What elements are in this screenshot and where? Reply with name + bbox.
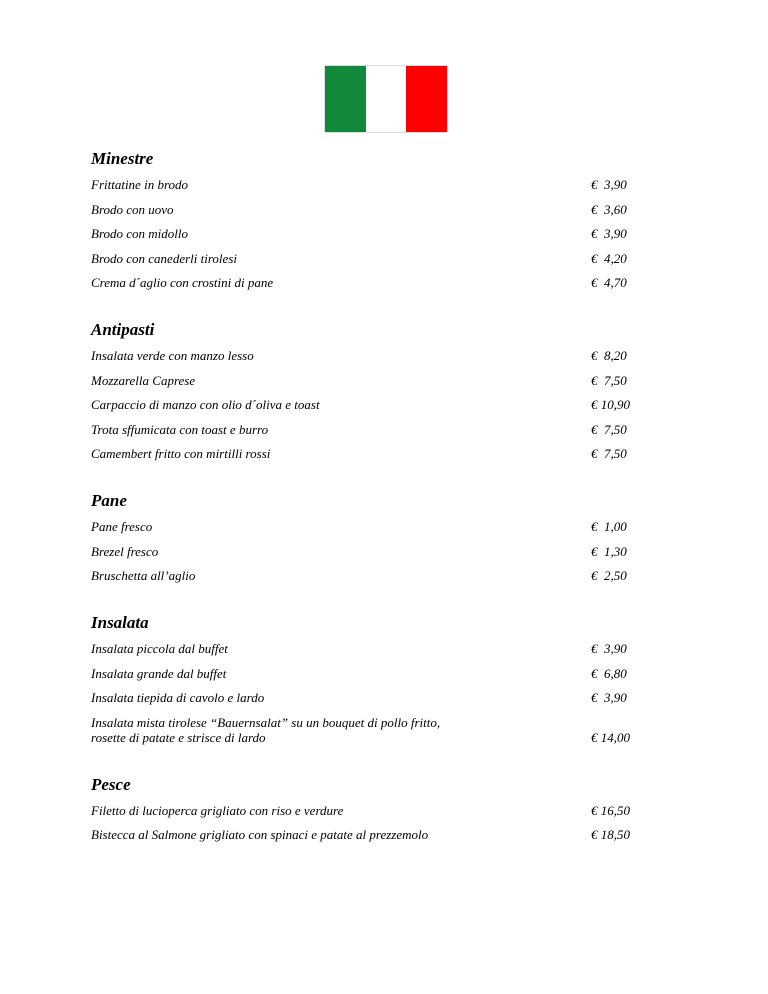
- menu-item: [91, 251, 651, 266]
- section-antipasti: [91, 319, 651, 461]
- item-name: Bruschetta all’aglio: [91, 568, 196, 583]
- item-price: € 8,20: [591, 348, 627, 363]
- section-minestre: [91, 148, 651, 290]
- menu-item: [91, 177, 651, 192]
- flag-band-white: [366, 66, 407, 132]
- menu-item: [91, 373, 651, 388]
- section-title: Antipasti: [91, 320, 155, 339]
- item-price: € 3,90: [591, 177, 627, 192]
- menu-item: [91, 202, 651, 217]
- item-name: Frittatine in brodo: [91, 177, 189, 192]
- item-price: € 3,90: [591, 641, 627, 656]
- menu-item: [91, 641, 651, 656]
- item-name: Camembert fritto con mirtilli rossi: [91, 446, 271, 461]
- item-name: Brodo con canederli tirolesi: [91, 250, 237, 266]
- menu-item: [91, 275, 651, 290]
- item-name: Filetto di lucioperca grigliato con riso e verdure: [91, 802, 344, 818]
- item-name: Insalata grande dal buffet: [91, 665, 227, 681]
- item-price: € 7,50: [591, 421, 627, 437]
- item-name: Insalata tiepida di cavolo e lardo: [91, 690, 265, 705]
- menu-item: [91, 397, 651, 412]
- item-name: Crema d´aglio con crostini di pane: [91, 275, 274, 290]
- section-insalata: [91, 612, 651, 745]
- item-name: Brezel fresco: [91, 543, 159, 559]
- section-title: Pesce: [91, 774, 131, 794]
- item-name: Insalata verde con manzo lesso: [91, 348, 254, 363]
- item-price: € 7,50: [591, 446, 627, 461]
- menu-item: [91, 827, 651, 842]
- flag-band-red: [406, 66, 447, 132]
- menu-item: [91, 226, 651, 241]
- menu-item: [91, 690, 651, 705]
- item-price: € 7,50: [591, 372, 627, 388]
- section-title: Pane: [91, 491, 127, 510]
- menu-item: [91, 568, 651, 583]
- item-name: Brodo con midollo: [91, 226, 189, 241]
- menu-item: [91, 519, 651, 534]
- item-price: € 3,90: [591, 690, 627, 705]
- menu: [91, 148, 651, 852]
- item-price: € 1,00: [591, 519, 627, 534]
- item-name: Mozzarella Caprese: [91, 372, 196, 388]
- item-price: € 3,60: [591, 201, 627, 217]
- menu-item: [91, 666, 651, 681]
- item-price: € 3,90: [591, 226, 627, 241]
- section-pesce: [91, 774, 651, 843]
- item-price: € 4,20: [591, 250, 627, 266]
- item-name: Trota sffumicata con toast e burro: [91, 421, 269, 437]
- section-title: Minestre: [91, 149, 154, 168]
- item-price: € 4,70: [591, 275, 627, 290]
- section-title: Insalata: [91, 613, 149, 632]
- menu-item: [91, 544, 651, 559]
- item-name: Pane fresco: [91, 519, 153, 534]
- item-price: € 18,50: [591, 827, 630, 842]
- menu-item: [91, 446, 651, 461]
- item-price: € 10,90: [591, 397, 630, 412]
- menu-item: [91, 715, 651, 745]
- item-name: Carpaccio di manzo con olio d´oliva e toast: [91, 397, 320, 412]
- item-price: € 16,50: [591, 802, 630, 818]
- item-price: € 6,80: [591, 665, 627, 681]
- menu-item: [91, 803, 651, 818]
- item-name: Insalata mista tirolese “Bauernsalat” su un bouquet di pollo fritto, rosette di patate e strisce di lardo: [91, 714, 441, 745]
- item-price: € 2,50: [591, 568, 627, 583]
- item-name: Brodo con uovo: [91, 201, 174, 217]
- menu-item: [91, 422, 651, 437]
- item-name: Bistecca al Salmone grigliato con spinaci e patate al prezzemolo: [91, 827, 429, 842]
- menu-item: [91, 348, 651, 363]
- item-price: € 14,00: [591, 729, 630, 745]
- italian-flag: [325, 66, 447, 132]
- item-name: Insalata piccola dal buffet: [91, 641, 228, 656]
- flag-band-green: [325, 66, 366, 132]
- section-pane: [91, 490, 651, 583]
- item-price: € 1,30: [591, 543, 627, 559]
